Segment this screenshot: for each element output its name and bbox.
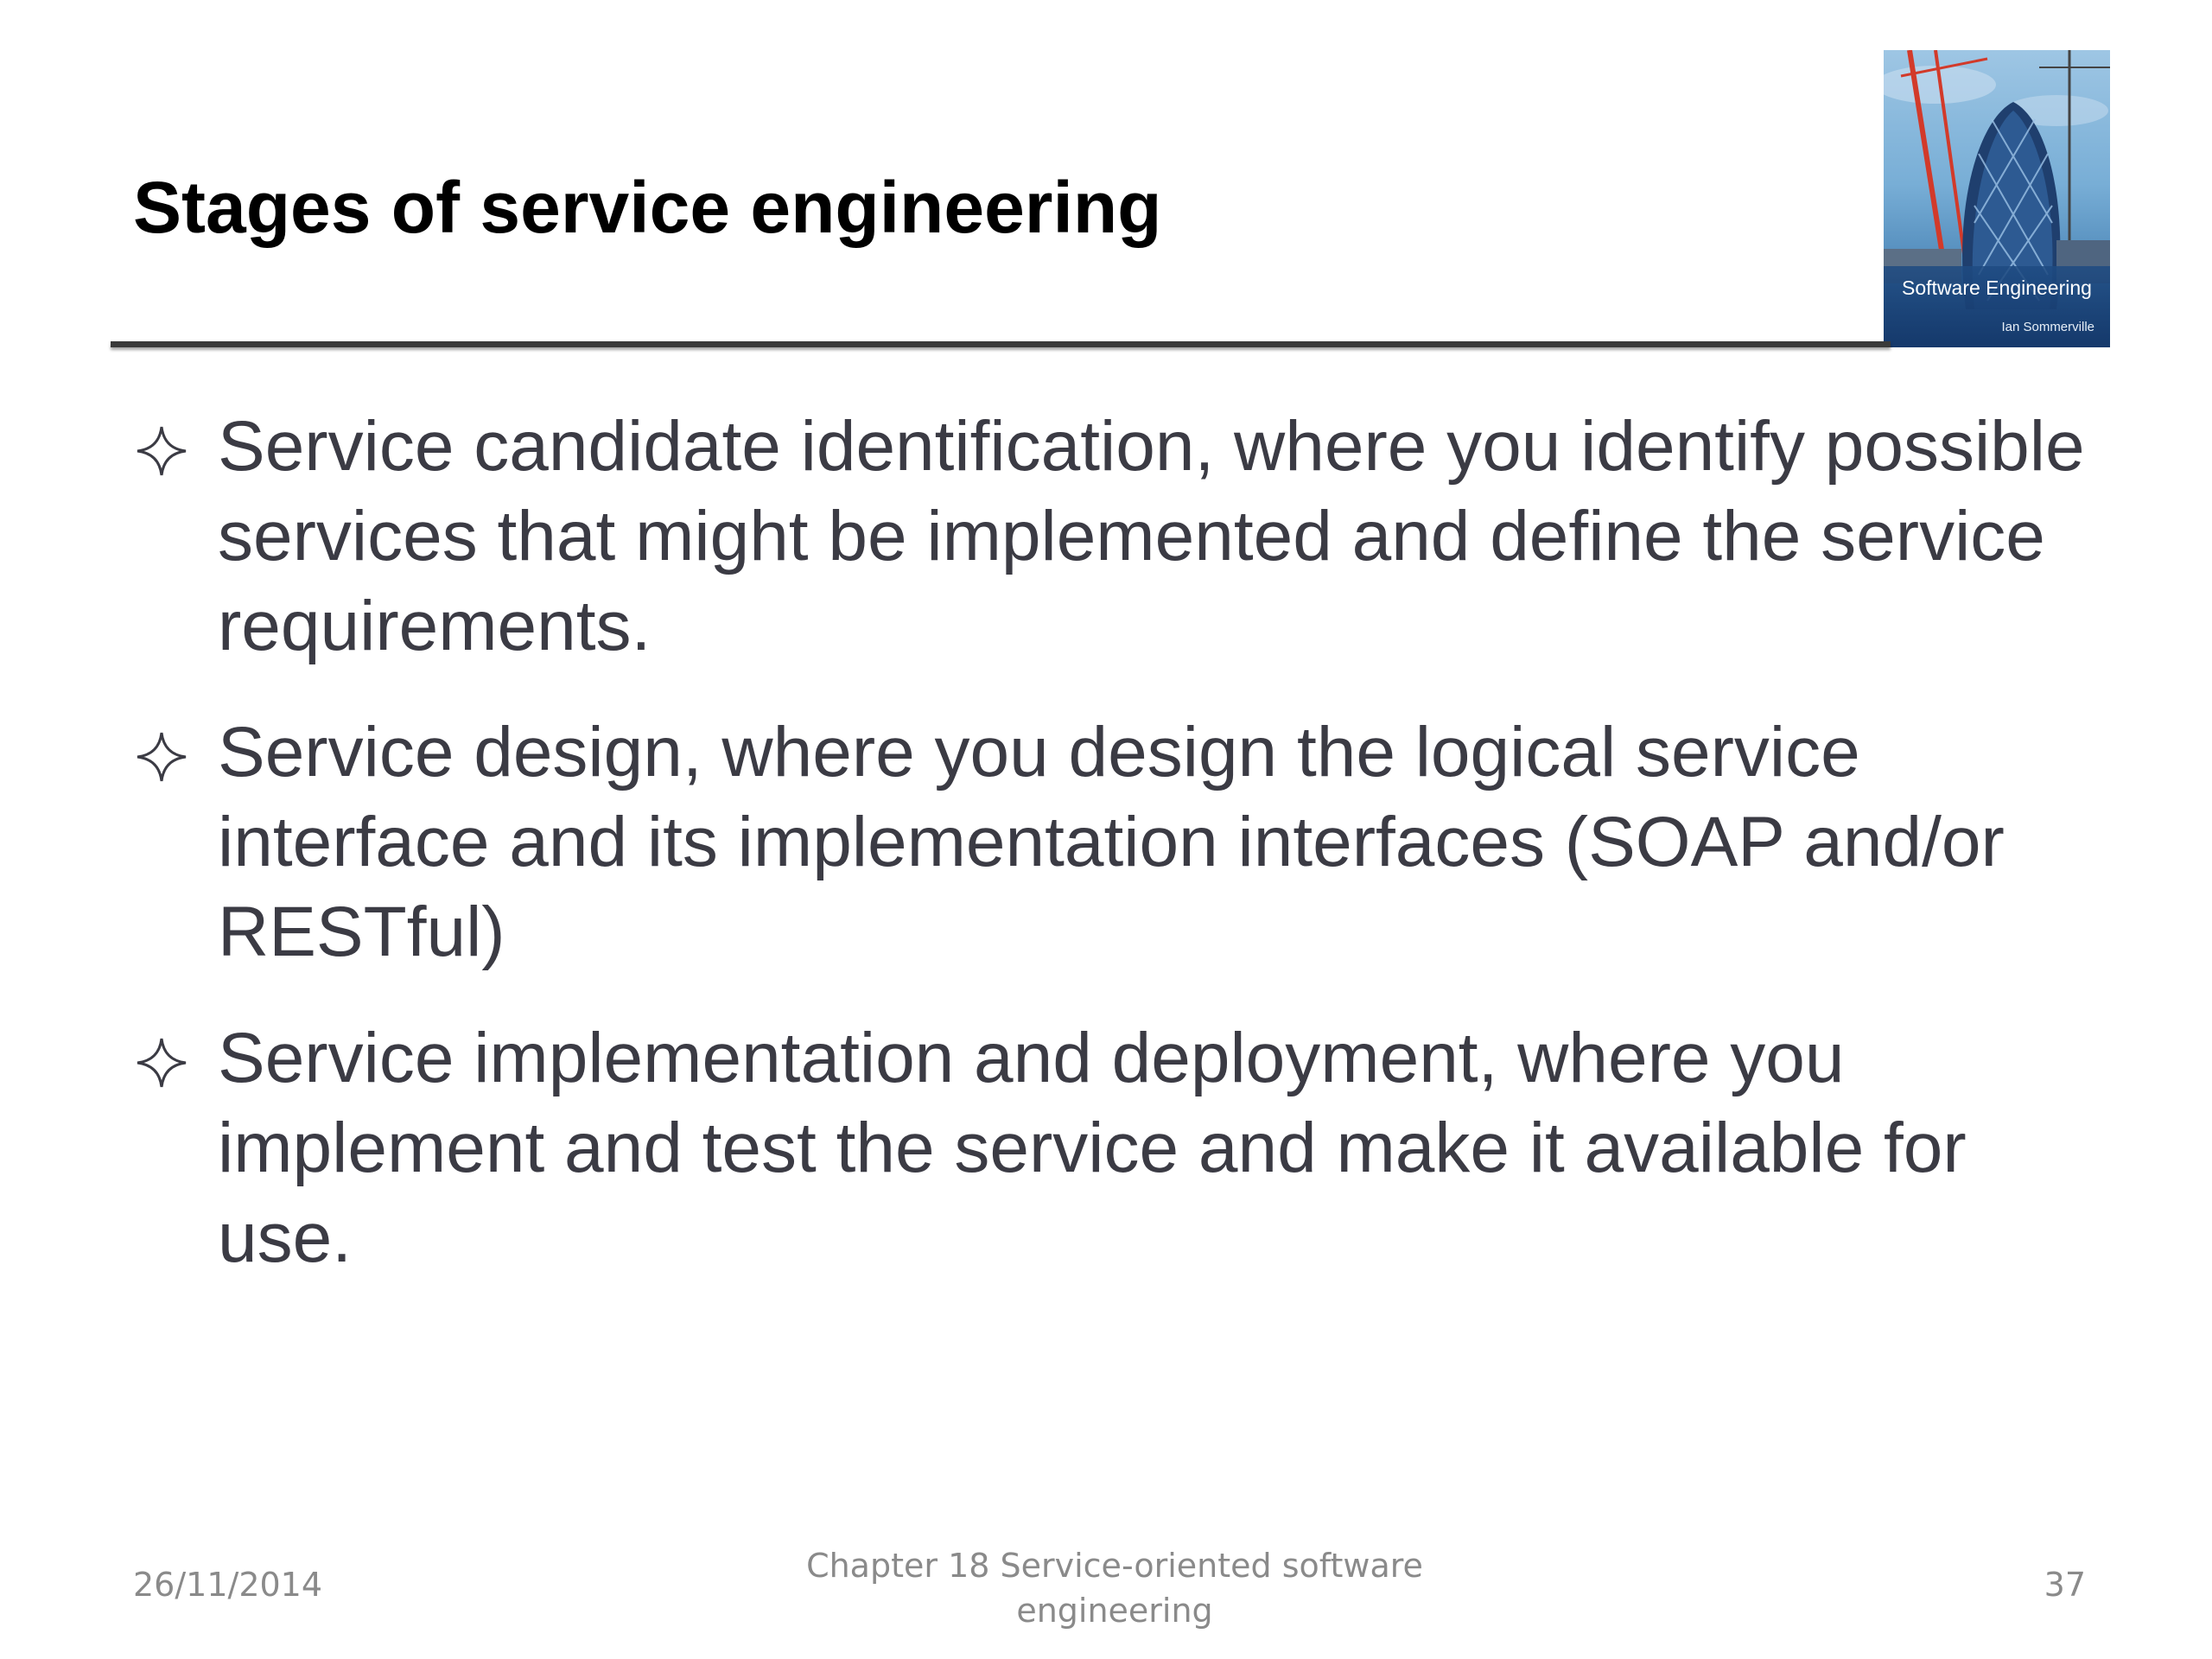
- bullet-item: [130, 1014, 2117, 1283]
- footer-chapter: Chapter 18 Service-oriented software engineering: [806, 1547, 1423, 1630]
- slide-title: Stages of service engineering: [133, 167, 1162, 248]
- bullet-item: [130, 708, 2117, 977]
- four-pointed-star-icon: [135, 1036, 188, 1090]
- page-number: 37: [2044, 1566, 2086, 1604]
- four-pointed-star-icon: [135, 730, 188, 784]
- bullet-text: Service implementation and deployment, where you implement and test the service and make it available for use.: [218, 1019, 1967, 1277]
- bullet-text: Service design, where you design the logical service interface and its implementation interfaces (SOAP and/or RESTful): [218, 713, 2005, 971]
- four-pointed-star-icon: [135, 424, 188, 478]
- bullet-text: Service candidate identification, where you identify possible services that might be implemented and define the service requirements.: [218, 407, 2085, 665]
- cover-title: Software Engineering: [1902, 276, 2092, 299]
- title-divider: [111, 341, 1891, 347]
- bullet-item: [130, 402, 2117, 671]
- book-cover-image: [1884, 50, 2110, 347]
- footer-date: 26/11/2014: [133, 1566, 323, 1604]
- cover-author: Ian Sommerville: [2001, 320, 2094, 334]
- bullet-list: [130, 402, 2117, 1319]
